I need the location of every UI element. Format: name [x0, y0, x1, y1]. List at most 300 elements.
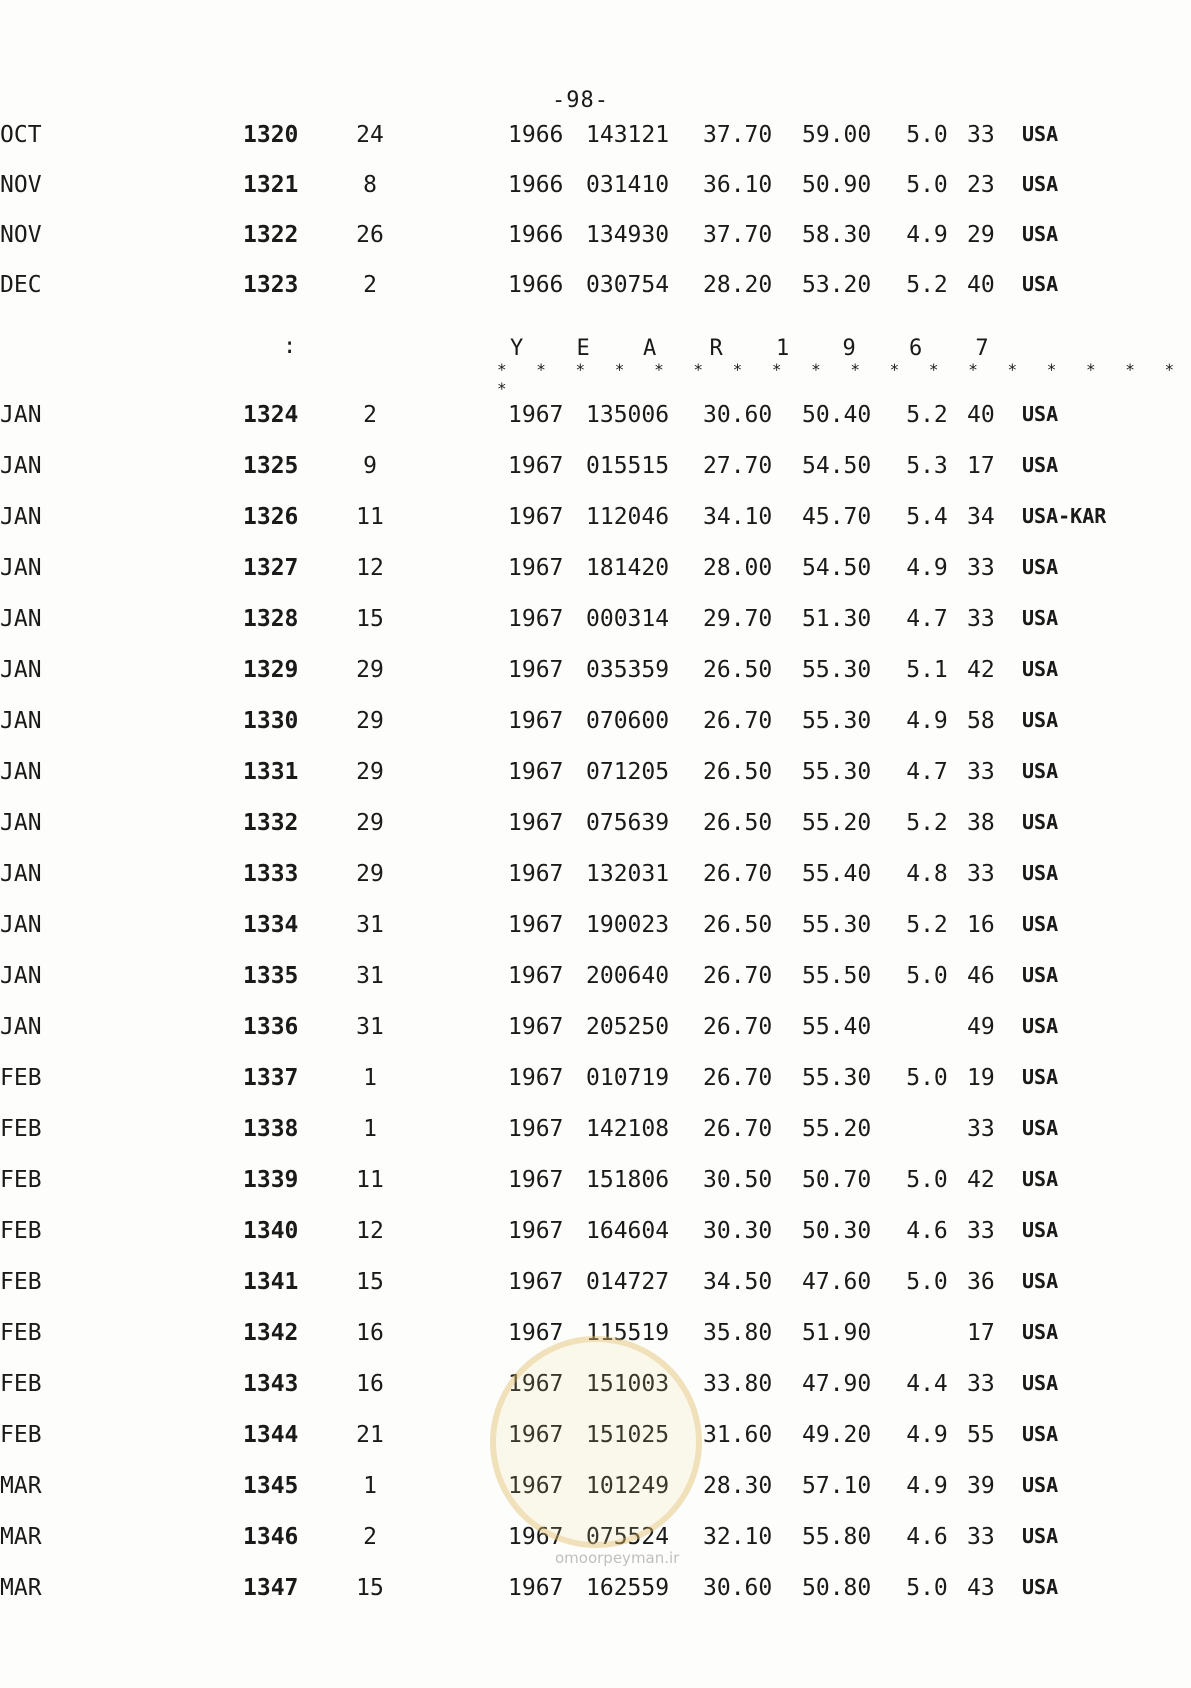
table-row [0, 759, 1191, 799]
cell-lon: 57.10 [802, 1473, 872, 1499]
cell-lon: 55.30 [802, 912, 872, 938]
cell-day: 15 [356, 1575, 384, 1601]
cell-id: 1338 [243, 1116, 299, 1142]
cell-agency: USA [1022, 1014, 1059, 1038]
cell-mag: 5.0 [906, 1269, 948, 1295]
cell-month: FEB [0, 1269, 42, 1295]
cell-day: 29 [356, 708, 384, 734]
cell-depth: 33 [967, 861, 995, 887]
cell-mag: 4.8 [906, 861, 948, 887]
cell-lon: 55.30 [802, 759, 872, 785]
cell-depth: 58 [967, 708, 995, 734]
cell-month: JAN [0, 912, 42, 938]
table-row [0, 222, 1191, 262]
cell-lat: 27.70 [703, 453, 773, 479]
cell-day: 24 [356, 122, 384, 148]
cell-time: 164604 [586, 1218, 670, 1244]
year-header: Y E A R 1 9 6 7 [510, 336, 1009, 361]
table-row [0, 912, 1191, 952]
cell-lon: 55.30 [802, 708, 872, 734]
cell-year: 1967 [508, 963, 564, 989]
cell-year: 1967 [508, 1575, 564, 1601]
cell-time: 151806 [586, 1167, 670, 1193]
cell-mag: 5.0 [906, 1065, 948, 1091]
cell-month: FEB [0, 1422, 42, 1448]
cell-month: OCT [0, 122, 42, 148]
cell-agency: USA [1022, 1269, 1059, 1293]
cell-id: 1330 [243, 708, 299, 734]
cell-time: 162559 [586, 1575, 670, 1601]
cell-lon: 47.60 [802, 1269, 872, 1295]
cell-year: 1967 [508, 1371, 564, 1397]
cell-agency: USA [1022, 1575, 1059, 1599]
table-row [0, 1218, 1191, 1258]
cell-mag: 4.4 [906, 1371, 948, 1397]
cell-day: 2 [363, 1524, 377, 1550]
cell-mag: 5.4 [906, 504, 948, 530]
cell-time: 071205 [586, 759, 670, 785]
cell-depth: 17 [967, 453, 995, 479]
cell-mag: 4.9 [906, 555, 948, 581]
cell-id: 1340 [243, 1218, 299, 1244]
cell-depth: 42 [967, 657, 995, 683]
cell-year: 1967 [508, 810, 564, 836]
cell-year: 1967 [508, 1524, 564, 1550]
cell-time: 143121 [586, 122, 670, 148]
cell-lat: 26.50 [703, 759, 773, 785]
cell-mag: 4.7 [906, 759, 948, 785]
cell-agency: USA [1022, 1524, 1059, 1548]
cell-agency: USA [1022, 453, 1059, 477]
table-row [0, 453, 1191, 493]
cell-lat: 30.50 [703, 1167, 773, 1193]
cell-mag: 5.0 [906, 1575, 948, 1601]
cell-mag: 5.3 [906, 453, 948, 479]
cell-lon: 51.90 [802, 1320, 872, 1346]
table-row [0, 606, 1191, 646]
table-row [0, 504, 1191, 544]
cell-depth: 33 [967, 606, 995, 632]
cell-day: 21 [356, 1422, 384, 1448]
cell-lon: 54.50 [802, 555, 872, 581]
cell-lat: 28.00 [703, 555, 773, 581]
cell-agency: USA [1022, 122, 1059, 146]
watermark-stamp [490, 1336, 702, 1548]
cell-month: DEC [0, 272, 42, 298]
cell-agency: USA [1022, 1320, 1059, 1344]
cell-lat: 28.30 [703, 1473, 773, 1499]
cell-id: 1346 [243, 1524, 299, 1550]
table-row [0, 402, 1191, 442]
cell-id: 1332 [243, 810, 299, 836]
cell-month: FEB [0, 1065, 42, 1091]
cell-time: 135006 [586, 402, 670, 428]
cell-depth: 33 [967, 1524, 995, 1550]
cell-agency: USA [1022, 1218, 1059, 1242]
cell-depth: 34 [967, 504, 995, 530]
table-row [0, 1014, 1191, 1054]
cell-id: 1331 [243, 759, 299, 785]
cell-time: 115519 [586, 1320, 670, 1346]
table-row [0, 122, 1191, 162]
cell-agency: USA-KAR [1022, 504, 1107, 528]
cell-month: JAN [0, 657, 42, 683]
cell-agency: USA [1022, 172, 1059, 196]
cell-lon: 50.40 [802, 402, 872, 428]
cell-id: 1342 [243, 1320, 299, 1346]
cell-time: 014727 [586, 1269, 670, 1295]
cell-lat: 29.70 [703, 606, 773, 632]
cell-mag: 5.1 [906, 657, 948, 683]
cell-year: 1967 [508, 912, 564, 938]
cell-time: 134930 [586, 222, 670, 248]
cell-day: 9 [363, 453, 377, 479]
table-row [0, 810, 1191, 850]
cell-depth: 40 [967, 272, 995, 298]
cell-agency: USA [1022, 963, 1059, 987]
cell-agency: USA [1022, 1422, 1059, 1446]
cell-year: 1967 [508, 504, 564, 530]
cell-depth: 33 [967, 759, 995, 785]
page-number: -98- [552, 88, 609, 113]
cell-id: 1339 [243, 1167, 299, 1193]
cell-mag: 5.0 [906, 1167, 948, 1193]
cell-mag: 5.0 [906, 122, 948, 148]
cell-id: 1324 [243, 402, 299, 428]
cell-time: 075524 [586, 1524, 670, 1550]
cell-lat: 26.50 [703, 912, 773, 938]
cell-year: 1967 [508, 1167, 564, 1193]
cell-month: JAN [0, 1014, 42, 1040]
cell-mag: 5.0 [906, 172, 948, 198]
table-row [0, 861, 1191, 901]
cell-depth: 49 [967, 1014, 995, 1040]
cell-lon: 50.80 [802, 1575, 872, 1601]
cell-lon: 50.70 [802, 1167, 872, 1193]
cell-id: 1333 [243, 861, 299, 887]
cell-month: JAN [0, 555, 42, 581]
cell-id: 1322 [243, 222, 299, 248]
cell-time: 075639 [586, 810, 670, 836]
cell-id: 1321 [243, 172, 299, 198]
cell-year: 1967 [508, 1269, 564, 1295]
cell-depth: 40 [967, 402, 995, 428]
cell-agency: USA [1022, 810, 1059, 834]
cell-lon: 55.20 [802, 810, 872, 836]
cell-day: 31 [356, 1014, 384, 1040]
cell-month: MAR [0, 1524, 42, 1550]
cell-id: 1328 [243, 606, 299, 632]
cell-month: JAN [0, 606, 42, 632]
cell-lon: 50.90 [802, 172, 872, 198]
cell-depth: 33 [967, 1116, 995, 1142]
cell-lon: 45.70 [802, 504, 872, 530]
table-row [0, 1167, 1191, 1207]
cell-depth: 39 [967, 1473, 995, 1499]
cell-depth: 42 [967, 1167, 995, 1193]
cell-lat: 26.70 [703, 1116, 773, 1142]
cell-lon: 51.30 [802, 606, 872, 632]
cell-month: FEB [0, 1371, 42, 1397]
cell-lon: 49.20 [802, 1422, 872, 1448]
cell-time: 200640 [586, 963, 670, 989]
cell-day: 29 [356, 810, 384, 836]
cell-time: 151003 [586, 1371, 670, 1397]
cell-lon: 53.20 [802, 272, 872, 298]
cell-depth: 33 [967, 1218, 995, 1244]
cell-agency: USA [1022, 1116, 1059, 1140]
cell-day: 12 [356, 555, 384, 581]
cell-day: 29 [356, 657, 384, 683]
cell-mag: 4.9 [906, 1473, 948, 1499]
cell-day: 31 [356, 912, 384, 938]
cell-lat: 32.10 [703, 1524, 773, 1550]
cell-id: 1323 [243, 272, 299, 298]
watermark-text: omoorpeyman.ir [555, 1549, 680, 1567]
cell-depth: 23 [967, 172, 995, 198]
cell-lat: 37.70 [703, 122, 773, 148]
cell-lon: 59.00 [802, 122, 872, 148]
cell-lon: 55.30 [802, 1065, 872, 1091]
cell-lon: 55.20 [802, 1116, 872, 1142]
cell-depth: 43 [967, 1575, 995, 1601]
cell-depth: 16 [967, 912, 995, 938]
table-row [0, 708, 1191, 748]
cell-lon: 55.50 [802, 963, 872, 989]
cell-mag: 5.0 [906, 963, 948, 989]
cell-lon: 54.50 [802, 453, 872, 479]
cell-time: 000314 [586, 606, 670, 632]
cell-time: 112046 [586, 504, 670, 530]
cell-month: JAN [0, 963, 42, 989]
cell-year: 1967 [508, 555, 564, 581]
table-row [0, 1116, 1191, 1156]
cell-agency: USA [1022, 1167, 1059, 1191]
cell-day: 1 [363, 1065, 377, 1091]
cell-id: 1334 [243, 912, 299, 938]
cell-agency: USA [1022, 402, 1059, 426]
cell-year: 1966 [508, 122, 564, 148]
cell-mag: 5.2 [906, 810, 948, 836]
cell-lat: 26.70 [703, 1014, 773, 1040]
cell-year: 1966 [508, 222, 564, 248]
cell-year: 1967 [508, 1473, 564, 1499]
cell-mag: 5.2 [906, 402, 948, 428]
cell-agency: USA [1022, 606, 1059, 630]
cell-month: FEB [0, 1218, 42, 1244]
cell-lat: 26.70 [703, 1065, 773, 1091]
cell-depth: 33 [967, 122, 995, 148]
cell-year: 1967 [508, 1320, 564, 1346]
cell-year: 1967 [508, 1116, 564, 1142]
cell-agency: USA [1022, 861, 1059, 885]
cell-lat: 34.50 [703, 1269, 773, 1295]
cell-time: 031410 [586, 172, 670, 198]
cell-id: 1341 [243, 1269, 299, 1295]
cell-lon: 55.40 [802, 1014, 872, 1040]
cell-id: 1336 [243, 1014, 299, 1040]
cell-lat: 26.70 [703, 861, 773, 887]
cell-mag: 4.7 [906, 606, 948, 632]
cell-id: 1337 [243, 1065, 299, 1091]
table-row [0, 963, 1191, 1003]
cell-mag: 4.6 [906, 1524, 948, 1550]
cell-month: JAN [0, 453, 42, 479]
cell-id: 1320 [243, 122, 299, 148]
cell-time: 015515 [586, 453, 670, 479]
cell-day: 1 [363, 1473, 377, 1499]
cell-depth: 29 [967, 222, 995, 248]
cell-id: 1327 [243, 555, 299, 581]
cell-day: 11 [356, 1167, 384, 1193]
cell-mag: 4.9 [906, 222, 948, 248]
table-row [0, 172, 1191, 212]
cell-day: 2 [363, 272, 377, 298]
cell-day: 29 [356, 861, 384, 887]
cell-year: 1967 [508, 1422, 564, 1448]
cell-year: 1967 [508, 708, 564, 734]
cell-mag: 5.2 [906, 912, 948, 938]
cell-time: 205250 [586, 1014, 670, 1040]
cell-year: 1967 [508, 657, 564, 683]
cell-depth: 19 [967, 1065, 995, 1091]
cell-agency: USA [1022, 657, 1059, 681]
cell-year: 1966 [508, 172, 564, 198]
cell-lat: 33.80 [703, 1371, 773, 1397]
cell-agency: USA [1022, 555, 1059, 579]
cell-month: MAR [0, 1575, 42, 1601]
cell-month: JAN [0, 861, 42, 887]
cell-agency: USA [1022, 1065, 1059, 1089]
cell-lat: 31.60 [703, 1422, 773, 1448]
cell-lat: 26.70 [703, 963, 773, 989]
cell-time: 030754 [586, 272, 670, 298]
table-row [0, 657, 1191, 697]
cell-year: 1967 [508, 1065, 564, 1091]
cell-id: 1347 [243, 1575, 299, 1601]
cell-lon: 50.30 [802, 1218, 872, 1244]
cell-depth: 17 [967, 1320, 995, 1346]
cell-month: NOV [0, 222, 42, 248]
cell-depth: 36 [967, 1269, 995, 1295]
cell-month: MAR [0, 1473, 42, 1499]
cell-agency: USA [1022, 708, 1059, 732]
cell-day: 15 [356, 606, 384, 632]
cell-month: JAN [0, 759, 42, 785]
cell-id: 1326 [243, 504, 299, 530]
cell-depth: 55 [967, 1422, 995, 1448]
table-row [0, 555, 1191, 595]
cell-time: 070600 [586, 708, 670, 734]
cell-day: 2 [363, 402, 377, 428]
cell-time: 190023 [586, 912, 670, 938]
cell-agency: USA [1022, 759, 1059, 783]
cell-day: 1 [363, 1116, 377, 1142]
cell-depth: 33 [967, 1371, 995, 1397]
cell-agency: USA [1022, 272, 1059, 296]
cell-day: 12 [356, 1218, 384, 1244]
table-row [0, 272, 1191, 312]
colon-mark: : [283, 334, 297, 359]
cell-year: 1967 [508, 606, 564, 632]
cell-agency: USA [1022, 1371, 1059, 1395]
cell-id: 1345 [243, 1473, 299, 1499]
cell-lat: 30.60 [703, 402, 773, 428]
cell-lat: 26.50 [703, 810, 773, 836]
cell-year: 1967 [508, 759, 564, 785]
cell-time: 181420 [586, 555, 670, 581]
cell-day: 15 [356, 1269, 384, 1295]
cell-year: 1967 [508, 1218, 564, 1244]
cell-year: 1967 [508, 453, 564, 479]
table-row [0, 1575, 1191, 1615]
cell-lat: 26.70 [703, 708, 773, 734]
cell-year: 1966 [508, 272, 564, 298]
cell-month: FEB [0, 1116, 42, 1142]
cell-mag: 4.9 [906, 708, 948, 734]
cell-month: FEB [0, 1320, 42, 1346]
cell-day: 11 [356, 504, 384, 530]
table-row [0, 1269, 1191, 1309]
cell-year: 1967 [508, 402, 564, 428]
cell-lat: 37.70 [703, 222, 773, 248]
cell-month: JAN [0, 402, 42, 428]
cell-lat: 26.50 [703, 657, 773, 683]
cell-lon: 55.40 [802, 861, 872, 887]
cell-lat: 30.60 [703, 1575, 773, 1601]
cell-id: 1329 [243, 657, 299, 683]
cell-month: NOV [0, 172, 42, 198]
cell-agency: USA [1022, 222, 1059, 246]
cell-id: 1344 [243, 1422, 299, 1448]
cell-month: FEB [0, 1167, 42, 1193]
cell-year: 1967 [508, 1014, 564, 1040]
cell-depth: 46 [967, 963, 995, 989]
cell-day: 8 [363, 172, 377, 198]
cell-day: 31 [356, 963, 384, 989]
cell-time: 142108 [586, 1116, 670, 1142]
cell-time: 035359 [586, 657, 670, 683]
cell-month: JAN [0, 810, 42, 836]
cell-year: 1967 [508, 861, 564, 887]
cell-id: 1343 [243, 1371, 299, 1397]
cell-lat: 36.10 [703, 172, 773, 198]
cell-lat: 28.20 [703, 272, 773, 298]
cell-id: 1335 [243, 963, 299, 989]
cell-mag: 5.2 [906, 272, 948, 298]
cell-time: 010719 [586, 1065, 670, 1091]
cell-id: 1325 [243, 453, 299, 479]
cell-lon: 55.30 [802, 657, 872, 683]
cell-time: 101249 [586, 1473, 670, 1499]
cell-depth: 33 [967, 555, 995, 581]
cell-time: 151025 [586, 1422, 670, 1448]
cell-lon: 58.30 [802, 222, 872, 248]
cell-day: 29 [356, 759, 384, 785]
cell-depth: 38 [967, 810, 995, 836]
cell-mag: 4.9 [906, 1422, 948, 1448]
cell-lon: 47.90 [802, 1371, 872, 1397]
cell-day: 16 [356, 1371, 384, 1397]
year-header-stars: * * * * * * * * * * * * * * * * * * * [497, 360, 1185, 398]
cell-day: 26 [356, 222, 384, 248]
cell-agency: USA [1022, 1473, 1059, 1497]
cell-month: JAN [0, 504, 42, 530]
cell-lat: 30.30 [703, 1218, 773, 1244]
cell-month: JAN [0, 708, 42, 734]
table-row [0, 1065, 1191, 1105]
cell-time: 132031 [586, 861, 670, 887]
